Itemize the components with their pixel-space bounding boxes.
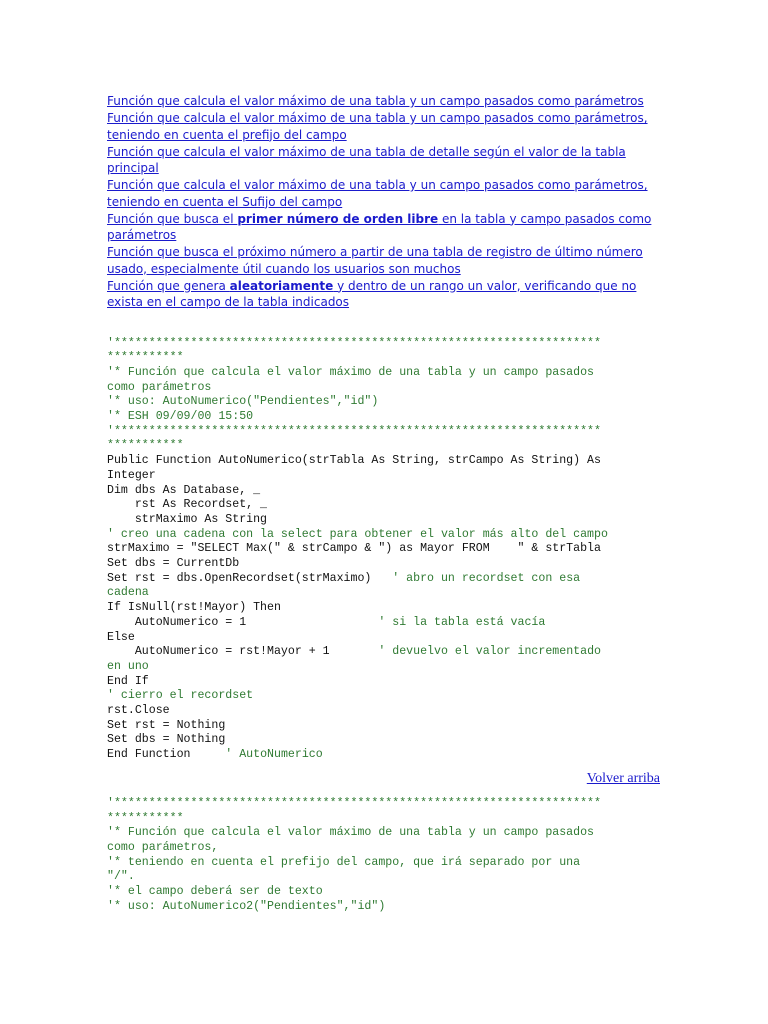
code-comment: en uno bbox=[107, 659, 149, 673]
link-text: Función que genera bbox=[107, 278, 230, 293]
code-line bbox=[107, 484, 667, 499]
code-comment: como parámetros, bbox=[107, 841, 219, 854]
function-link-list bbox=[107, 93, 667, 311]
function-link-7[interactable] bbox=[107, 278, 667, 311]
code-comment: '* Función que calcula el valor máximo de una tabla y un campo pasados bbox=[107, 826, 595, 840]
code-line bbox=[107, 826, 667, 841]
code-line bbox=[107, 689, 667, 704]
code-inline-comment: ' devuelvo el valor incrementado bbox=[329, 645, 601, 659]
code-text: Else bbox=[107, 630, 135, 644]
code-line bbox=[107, 885, 667, 900]
code-inline-comment: ' si la tabla está vacía bbox=[246, 615, 546, 629]
code-line bbox=[107, 410, 667, 425]
code-line bbox=[107, 557, 667, 572]
link-text: en la tabla y campo pasados como parámetros bbox=[107, 211, 652, 242]
code-comment: como parámetros bbox=[107, 380, 212, 394]
code-comment: '* uso: AutoNumerico("Pendientes","id") bbox=[107, 395, 379, 409]
code-comment: "/". bbox=[107, 870, 135, 884]
code-line bbox=[107, 586, 667, 601]
code-text: Set rst = Nothing bbox=[107, 718, 226, 732]
code-comment: *********** bbox=[107, 351, 184, 365]
function-link-1[interactable] bbox=[107, 93, 667, 110]
code-text: Set dbs = Nothing bbox=[107, 733, 226, 747]
code-line bbox=[107, 454, 667, 469]
code-text: Public Function AutoNumerico(strTabla As String, strCampo As String) As bbox=[107, 454, 601, 468]
function-link-3[interactable] bbox=[107, 144, 667, 177]
function-link-2[interactable] bbox=[107, 110, 667, 143]
code-line bbox=[107, 660, 667, 675]
code-line bbox=[107, 675, 667, 690]
link-text: Función que busca el próximo número a partir de una tabla de registro de último número usado, especialmente útil cuando los usuarios son muchos bbox=[107, 245, 643, 276]
code-line bbox=[107, 616, 667, 631]
code-text: End If bbox=[107, 674, 149, 688]
code-text: Set dbs = CurrentDb bbox=[107, 557, 240, 571]
code-comment: '* Función que calcula el valor máximo de una tabla y un campo pasados bbox=[107, 365, 595, 379]
code-line bbox=[107, 366, 667, 381]
code-text: Dim dbs As Database, _ bbox=[107, 483, 261, 497]
function-link-4[interactable] bbox=[107, 177, 667, 210]
code-line bbox=[107, 704, 667, 719]
code-line bbox=[107, 351, 667, 366]
code-inline-comment: ' abro un recordset con esa bbox=[371, 571, 581, 585]
function-link-6[interactable] bbox=[107, 244, 667, 277]
link-text: Función que calcula el valor máximo de una tabla y un campo pasados como parámetros bbox=[107, 94, 644, 108]
code-line bbox=[107, 572, 667, 587]
code-comment: ' creo una cadena con la select para obtener el valor más alto del campo bbox=[107, 527, 608, 541]
code-line bbox=[107, 601, 667, 616]
code-comment: ' cierro el recordset bbox=[107, 689, 254, 703]
code-comment: '********************************************************************** bbox=[107, 336, 601, 350]
function-link-5[interactable] bbox=[107, 211, 667, 244]
code-line bbox=[107, 812, 667, 827]
code-comment: *********** bbox=[107, 439, 184, 453]
code-line bbox=[107, 337, 667, 352]
code-text: rst As Recordset, _ bbox=[107, 498, 268, 512]
code-text: End Function bbox=[107, 748, 191, 762]
code-text: strMaximo As String bbox=[107, 512, 268, 526]
code-comment: '* el campo deberá ser de texto bbox=[107, 885, 323, 899]
code-text: Integer bbox=[107, 468, 156, 482]
code-line bbox=[107, 856, 667, 871]
code-line bbox=[107, 395, 667, 410]
code-line bbox=[107, 748, 667, 763]
code-line bbox=[107, 797, 667, 812]
link-bold-text: aleatoriamente bbox=[229, 278, 334, 293]
back-to-top-row bbox=[107, 769, 667, 787]
code-comment: '* uso: AutoNumerico2("Pendientes","id") bbox=[107, 899, 386, 913]
code-text: rst.Close bbox=[107, 704, 170, 718]
code-block-autonumerico2 bbox=[107, 797, 667, 915]
code-comment: '* teniendo en cuenta el prefijo del campo, que irá separado por una bbox=[107, 855, 581, 869]
code-line bbox=[107, 900, 667, 915]
code-line bbox=[107, 381, 667, 396]
back-to-top-link[interactable]: Volver arriba bbox=[586, 770, 660, 786]
code-line bbox=[107, 645, 667, 660]
code-comment: *********** bbox=[107, 811, 184, 825]
code-text: strMaximo = "SELECT Max(" & strCampo & ") as Mayor FROM " & strTabla bbox=[107, 542, 601, 556]
code-line bbox=[107, 498, 667, 513]
code-line bbox=[107, 542, 667, 557]
code-block-autonumerico bbox=[107, 337, 667, 763]
link-text: Función que busca el bbox=[107, 211, 238, 226]
code-line bbox=[107, 719, 667, 734]
code-line bbox=[107, 425, 667, 440]
code-line bbox=[107, 469, 667, 484]
code-comment: cadena bbox=[107, 586, 149, 600]
link-text: y dentro de un rango un valor, verificando que no exista en el campo de la tabla indicados bbox=[107, 278, 637, 309]
code-line bbox=[107, 439, 667, 454]
link-text: Función que calcula el valor máximo de una tabla y un campo pasados como parámetros, teniendo en cuenta el Sufijo del campo bbox=[107, 178, 648, 209]
code-inline-comment: ' AutoNumerico bbox=[190, 748, 323, 762]
code-text: AutoNumerico = 1 bbox=[107, 615, 247, 629]
link-text: Función que calcula el valor máximo de una tabla de detalle según el valor de la tabla principal bbox=[107, 144, 626, 175]
code-line bbox=[107, 528, 667, 543]
code-comment: '********************************************************************** bbox=[107, 796, 601, 810]
page-content bbox=[107, 93, 667, 915]
code-text: Set rst = dbs.OpenRecordset(strMaximo) bbox=[107, 571, 372, 585]
code-line bbox=[107, 870, 667, 885]
link-bold-text: primer número de orden libre bbox=[237, 211, 439, 226]
code-text: If IsNull(rst!Mayor) Then bbox=[107, 601, 281, 615]
code-line bbox=[107, 841, 667, 856]
code-line bbox=[107, 513, 667, 528]
code-comment: '********************************************************************** bbox=[107, 424, 601, 438]
code-comment: '* ESH 09/09/00 15:50 bbox=[107, 410, 254, 424]
code-text: AutoNumerico = rst!Mayor + 1 bbox=[107, 645, 330, 659]
code-line bbox=[107, 733, 667, 748]
link-text: Función que calcula el valor máximo de una tabla y un campo pasados como parámetros, teniendo en cuenta el prefijo del campo bbox=[107, 111, 648, 142]
code-line bbox=[107, 631, 667, 646]
